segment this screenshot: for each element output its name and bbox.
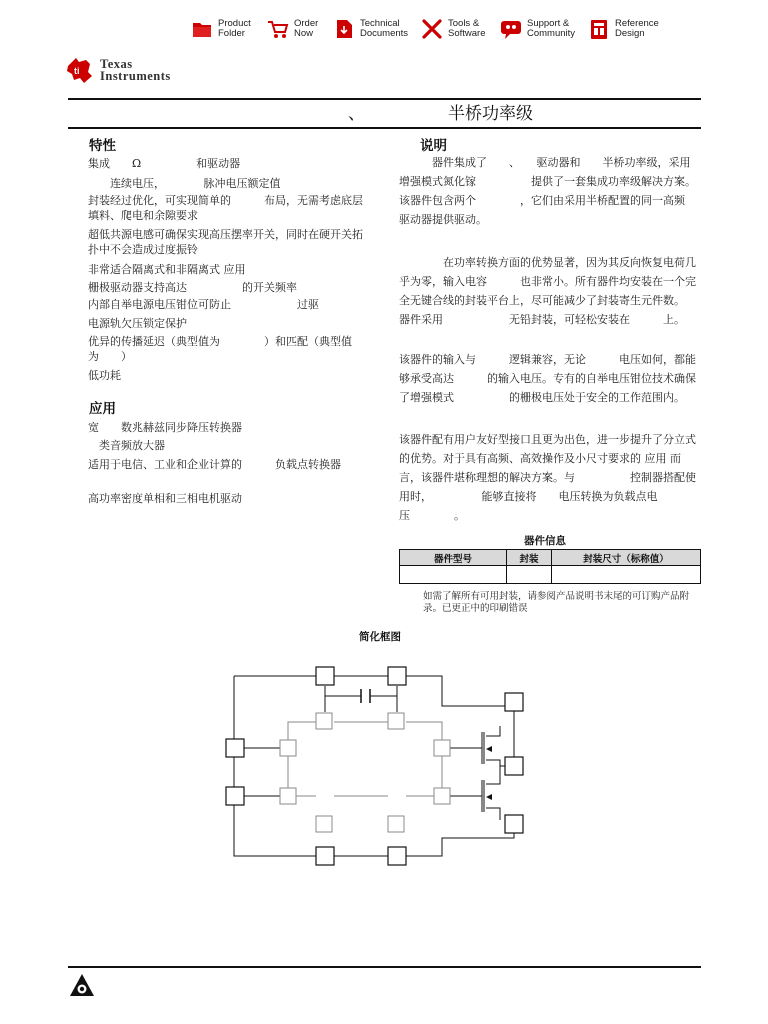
- nav-label: Tools & Software: [448, 18, 486, 39]
- description-paragraph: 该器件配有用户友好型接口且更为出色，进一步提升了分立式 的优势。对于具有高频、高效操作及小尺寸要求的 应用 而言，该器件堪称理想的解决方案。与 控制器搭配使用时， 能够直接将 电压转换为负载点电压 。: [399, 433, 740, 522]
- table-cell: [552, 566, 701, 584]
- footer-rule: [68, 966, 701, 968]
- table-cell: [400, 566, 507, 584]
- folder-icon: [191, 18, 213, 40]
- nav-label: Order Now: [294, 18, 319, 39]
- description-paragraph: 在功率转换方面的优势显著，因为其反向恢复电荷几乎为零，输入电容 也非常小。所有器件均安装在一个完全无键合线的封装平台上，尽可能减少了封装寄生元件数。 器件采用 无铅封装，可轻松安装在 上。: [399, 256, 724, 326]
- applications-heading: 应用: [89, 401, 116, 417]
- features-item: 非常适合隔离式和非隔离式 应用: [88, 263, 246, 276]
- applications-item: 类音频放大器: [88, 439, 165, 452]
- diagram-heading: 简化框图: [359, 631, 401, 643]
- applications-item: 高功率密度单相和三相电机驱动: [88, 492, 242, 505]
- nav-label: Technical Documents: [360, 18, 409, 39]
- features-item: 超低共源电感可确保实现高压摆率开关，同时在硬开关拓扑中不会造成过度振铃: [88, 228, 363, 256]
- features-item: 集成 Ω 和驱动器: [88, 157, 241, 170]
- description-paragraph: 该器件的输入与 逻辑兼容，无论 电压如何，都能够承受高达 的输入电压。专有的自举电压钳位技术确保了增强模式 的栅极电压处于安全的工作范围内。: [399, 353, 696, 404]
- simplified-block-diagram: [220, 660, 530, 870]
- table-header: 封装: [507, 550, 552, 566]
- device-info-note: 如需了解所有可用封装，请参阅产品说明书末尾的可订购产品附录。已更正中的印刷错误: [423, 591, 690, 614]
- table-header: 器件型号: [400, 550, 507, 566]
- applications-item: 宽 数兆赫兹同步降压转换器: [88, 421, 242, 434]
- nav-tools-software[interactable]: [421, 16, 486, 42]
- nav-label: Support & Community: [527, 18, 576, 39]
- table-row: [400, 566, 701, 584]
- nav-reference-design[interactable]: [588, 16, 659, 42]
- table-cell: [507, 566, 552, 584]
- community-icon: [500, 18, 522, 40]
- cart-icon: [267, 18, 289, 40]
- nav-order-now[interactable]: [267, 16, 318, 42]
- nav-product-folder[interactable]: [191, 16, 251, 42]
- nav-label: Product Folder: [218, 18, 251, 39]
- header-rule: [68, 98, 701, 100]
- page-title: 、 半桥功率级: [348, 104, 533, 124]
- features-heading: 特性: [89, 138, 116, 154]
- ti-logo[interactable]: [66, 56, 171, 84]
- tools-icon: [421, 18, 443, 40]
- table-header: 封装尺寸（标称值）: [552, 550, 701, 566]
- features-item: 连续电压， 脉冲电压额定值: [88, 177, 281, 190]
- reference-design-icon: [588, 18, 610, 40]
- logo-wordmark: Texas Instruments: [100, 57, 171, 83]
- features-item: 优异的传播延迟（典型值为 ）和匹配（典型值为 ）: [88, 335, 352, 363]
- nav-label: Reference Design: [615, 18, 659, 39]
- applications-item: 适用于电信、工业和企业计算的 负载点转换器: [88, 458, 341, 471]
- svg-text:ti: ti: [74, 66, 80, 76]
- title-rule: [68, 127, 701, 129]
- features-item: 封装经过优化，可实现简单的 布局，无需考虑底层填料、爬电和余隙要求: [88, 194, 363, 222]
- ti-logo-icon: [66, 56, 96, 84]
- nav-support-community[interactable]: [500, 16, 575, 42]
- device-info-heading: 器件信息: [524, 535, 566, 547]
- device-info-table: [399, 549, 701, 584]
- description-heading: 说明: [420, 138, 447, 154]
- nav-technical-documents[interactable]: [333, 16, 408, 42]
- document-icon: [333, 18, 355, 40]
- features-item: 电源轨欠压锁定保护: [88, 317, 187, 330]
- features-item: 低功耗: [88, 369, 121, 382]
- description-paragraph: 器件集成了 、 驱动器和 半桥功率级，采用增强模式氮化镓 提供了一套集成功率级解决方案。该器件包含两个 ，它们由采用半桥配置的同一高频 驱动器提供驱动。: [399, 156, 740, 226]
- features-item: 栅极驱动器支持高达 的开关频率: [88, 281, 297, 294]
- features-item: 内部自举电源电压钳位可防止 过驱: [88, 298, 319, 311]
- ti-warning-triangle-icon: [69, 973, 95, 997]
